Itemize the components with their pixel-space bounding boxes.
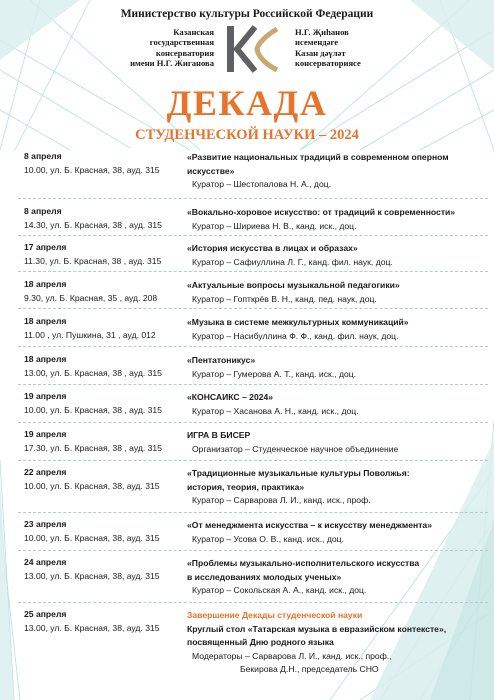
event-time-place: 10.00, ул. Б. Красная, 38 , ауд. 315: [24, 405, 162, 415]
org-tt-line: Н.Г. Җиһанов: [295, 27, 349, 37]
ministry-name: Министерство культуры Российской Федерации: [120, 8, 374, 20]
row-divider: [18, 460, 488, 461]
event-date: 19 апреля: [24, 391, 67, 401]
event-date: 8 апреля: [24, 206, 62, 216]
event-details: [187, 279, 487, 306]
row-divider: [18, 550, 488, 551]
event-time-place: 14.30, ул. Б. Красная, 38 , ауд. 315: [24, 220, 162, 230]
event-title-line: «Проблемы музыкально-исполнительского искусства: [187, 558, 420, 568]
org-tt-line: Казан дәүләт: [295, 47, 346, 58]
event-curator: Куратор – Хасанова А. Н., канд. иск., доц.: [192, 405, 359, 416]
event-date: 17 апреля: [24, 242, 67, 252]
event-curator: Куратор – Гумерова А. Т., канд. иск., доц.: [192, 368, 357, 379]
row-divider: [18, 235, 488, 236]
row-divider: [18, 346, 488, 347]
event-title-line: «Вокально-хоровое искусство: от традиций к современности»: [187, 207, 456, 217]
event-time-place: 11.30, ул. Б. Красная, 38 , ауд. 315: [24, 256, 162, 266]
event-curator: Куратор – Сарварова Л. И., канд. иск., проф.: [192, 495, 371, 505]
event-time-place: 9.30, ул. Б. Красная, 35 , ауд. 208: [24, 293, 158, 303]
event-title-line: в исследованиях молодых ученых»: [187, 571, 342, 582]
event-curator: Куратор – Сокольская А. А., канд. иск., доц.: [192, 585, 367, 595]
row-divider: [18, 271, 488, 272]
org-ru-line: Казанская: [173, 27, 214, 37]
event-closing-label: Завершение Декады студенческой науки: [187, 610, 363, 620]
event-title-line: «Музыка в системе межкультурных коммуникаций»: [187, 317, 409, 327]
event-curator: Модераторы – Сарварова Л. И., канд. иск., проф.,: [192, 650, 392, 661]
event-details: [187, 206, 487, 233]
event-title-line: «История искусства в лицах и образах»: [187, 243, 358, 253]
event-date: 23 апреля: [24, 519, 67, 529]
event-date: 18 апреля: [24, 354, 67, 364]
event-details: [187, 391, 487, 418]
event-time-place: 17.30, ул. Б. Красная, 38 , ауд. 315: [24, 443, 162, 453]
event-details: [187, 429, 487, 456]
event-curator: Бекирова Д.Н., председатель СНО: [240, 664, 379, 674]
event-details: [187, 242, 487, 269]
event-time-place: 13.00, ул. Б. Красная, 38, ауд. 315: [24, 571, 160, 581]
event-title-line: «Традиционные музыкальные культуры Поволжья:: [187, 468, 410, 478]
row-divider: [18, 512, 488, 513]
event-details: [187, 519, 487, 546]
row-divider: [18, 384, 488, 385]
event-title-line: «От менеджмента искусства – к искусству менеджмента»: [187, 520, 432, 530]
event-title-line: «Актуальные вопросы музыкальной педагогики»: [187, 280, 400, 290]
event-date: 24 апреля: [24, 557, 67, 567]
event-date: 18 апреля: [24, 316, 67, 326]
event-details: [187, 316, 487, 343]
event-title-line: история, теория, практика»: [187, 481, 305, 492]
poster-subtitle: СТУДЕНЧЕСКОЙ НАУКИ – 2024: [135, 127, 359, 143]
conservatory-name-tt: [295, 27, 405, 68]
event-time-place: 10.00, ул. Б. Красная, 38, ауд. 315: [24, 165, 160, 175]
event-title-line: Круглый стол «Татарская музыка в евразийском контексте»,: [187, 623, 447, 634]
org-ru-line: консерватория: [155, 47, 214, 58]
org-tt-line: консерваториясе: [295, 57, 361, 68]
event-date: 18 апреля: [24, 279, 67, 289]
event-curator: Куратор – Насибуллина Ф. Ф., канд. фил. наук, доц.: [192, 330, 399, 341]
event-curator: Организатор – Студенческое научное объединение: [192, 443, 399, 454]
event-details: [187, 609, 487, 677]
org-tt-line: исемендәге: [295, 37, 339, 48]
event-time-place: 13.00, ул. Б. Красная, 38 , ауд. 315: [24, 368, 162, 378]
org-ru-line: имени Н.Г. Жиганова: [130, 57, 214, 68]
event-title-line: ИГРА В БИСЕР: [187, 430, 251, 440]
event-curator: Куратор – Шестопалова Н. А., доц.: [192, 179, 332, 189]
row-divider: [18, 602, 488, 603]
event-date: 22 апреля: [24, 467, 67, 477]
event-details: [187, 151, 487, 192]
event-title-line: посвященный Дню родного языка: [187, 637, 334, 647]
event-curator: Куратор – Шириева Н. В., канд. иск., доц.: [192, 220, 357, 231]
org-ru-line: государственная: [149, 37, 214, 48]
event-date: 8 апреля: [24, 151, 62, 161]
row-divider: [18, 198, 488, 199]
event-curator: Куратор – Усова О. В., канд. иск., доц.: [192, 533, 344, 544]
event-time-place: 10.00, ул. Б. Красная, 38, ауд. 315: [24, 481, 160, 491]
event-time-place: 10.00, ул. Б. Красная, 38, ауд. 315: [24, 533, 160, 543]
row-divider: [18, 422, 488, 423]
event-details: [187, 467, 487, 508]
conservatory-name-ru: [108, 27, 214, 68]
event-time-place: 13.00, ул. Б. Красная, 38, ауд. 315: [24, 623, 160, 633]
event-date: 19 апреля: [24, 429, 67, 439]
event-details: [187, 557, 487, 598]
event-title-line: «Пентатоникус»: [187, 355, 256, 365]
event-title-line: «Развитие национальных традиций в современном оперном: [187, 152, 449, 162]
event-curator: Куратор – Сафиуллина Л. Г., канд. фил. наук, доц.: [192, 256, 393, 267]
row-divider: [18, 308, 488, 309]
event-curator: Куратор – Гопткрёв В. Н., канд. пед. наук, доц.: [192, 293, 377, 304]
event-date: 25 апреля: [24, 609, 67, 619]
conservatory-logo: [225, 24, 281, 74]
event-time-place: 11.00 , ул. Пушкина, 31 , ауд. 012: [24, 330, 156, 340]
poster-title: ДЕКАДА: [166, 83, 328, 123]
event-title-line: искусстве»: [187, 165, 235, 176]
event-title-line: «КОНСАИКС – 2024»: [187, 392, 274, 402]
event-details: [187, 354, 487, 381]
